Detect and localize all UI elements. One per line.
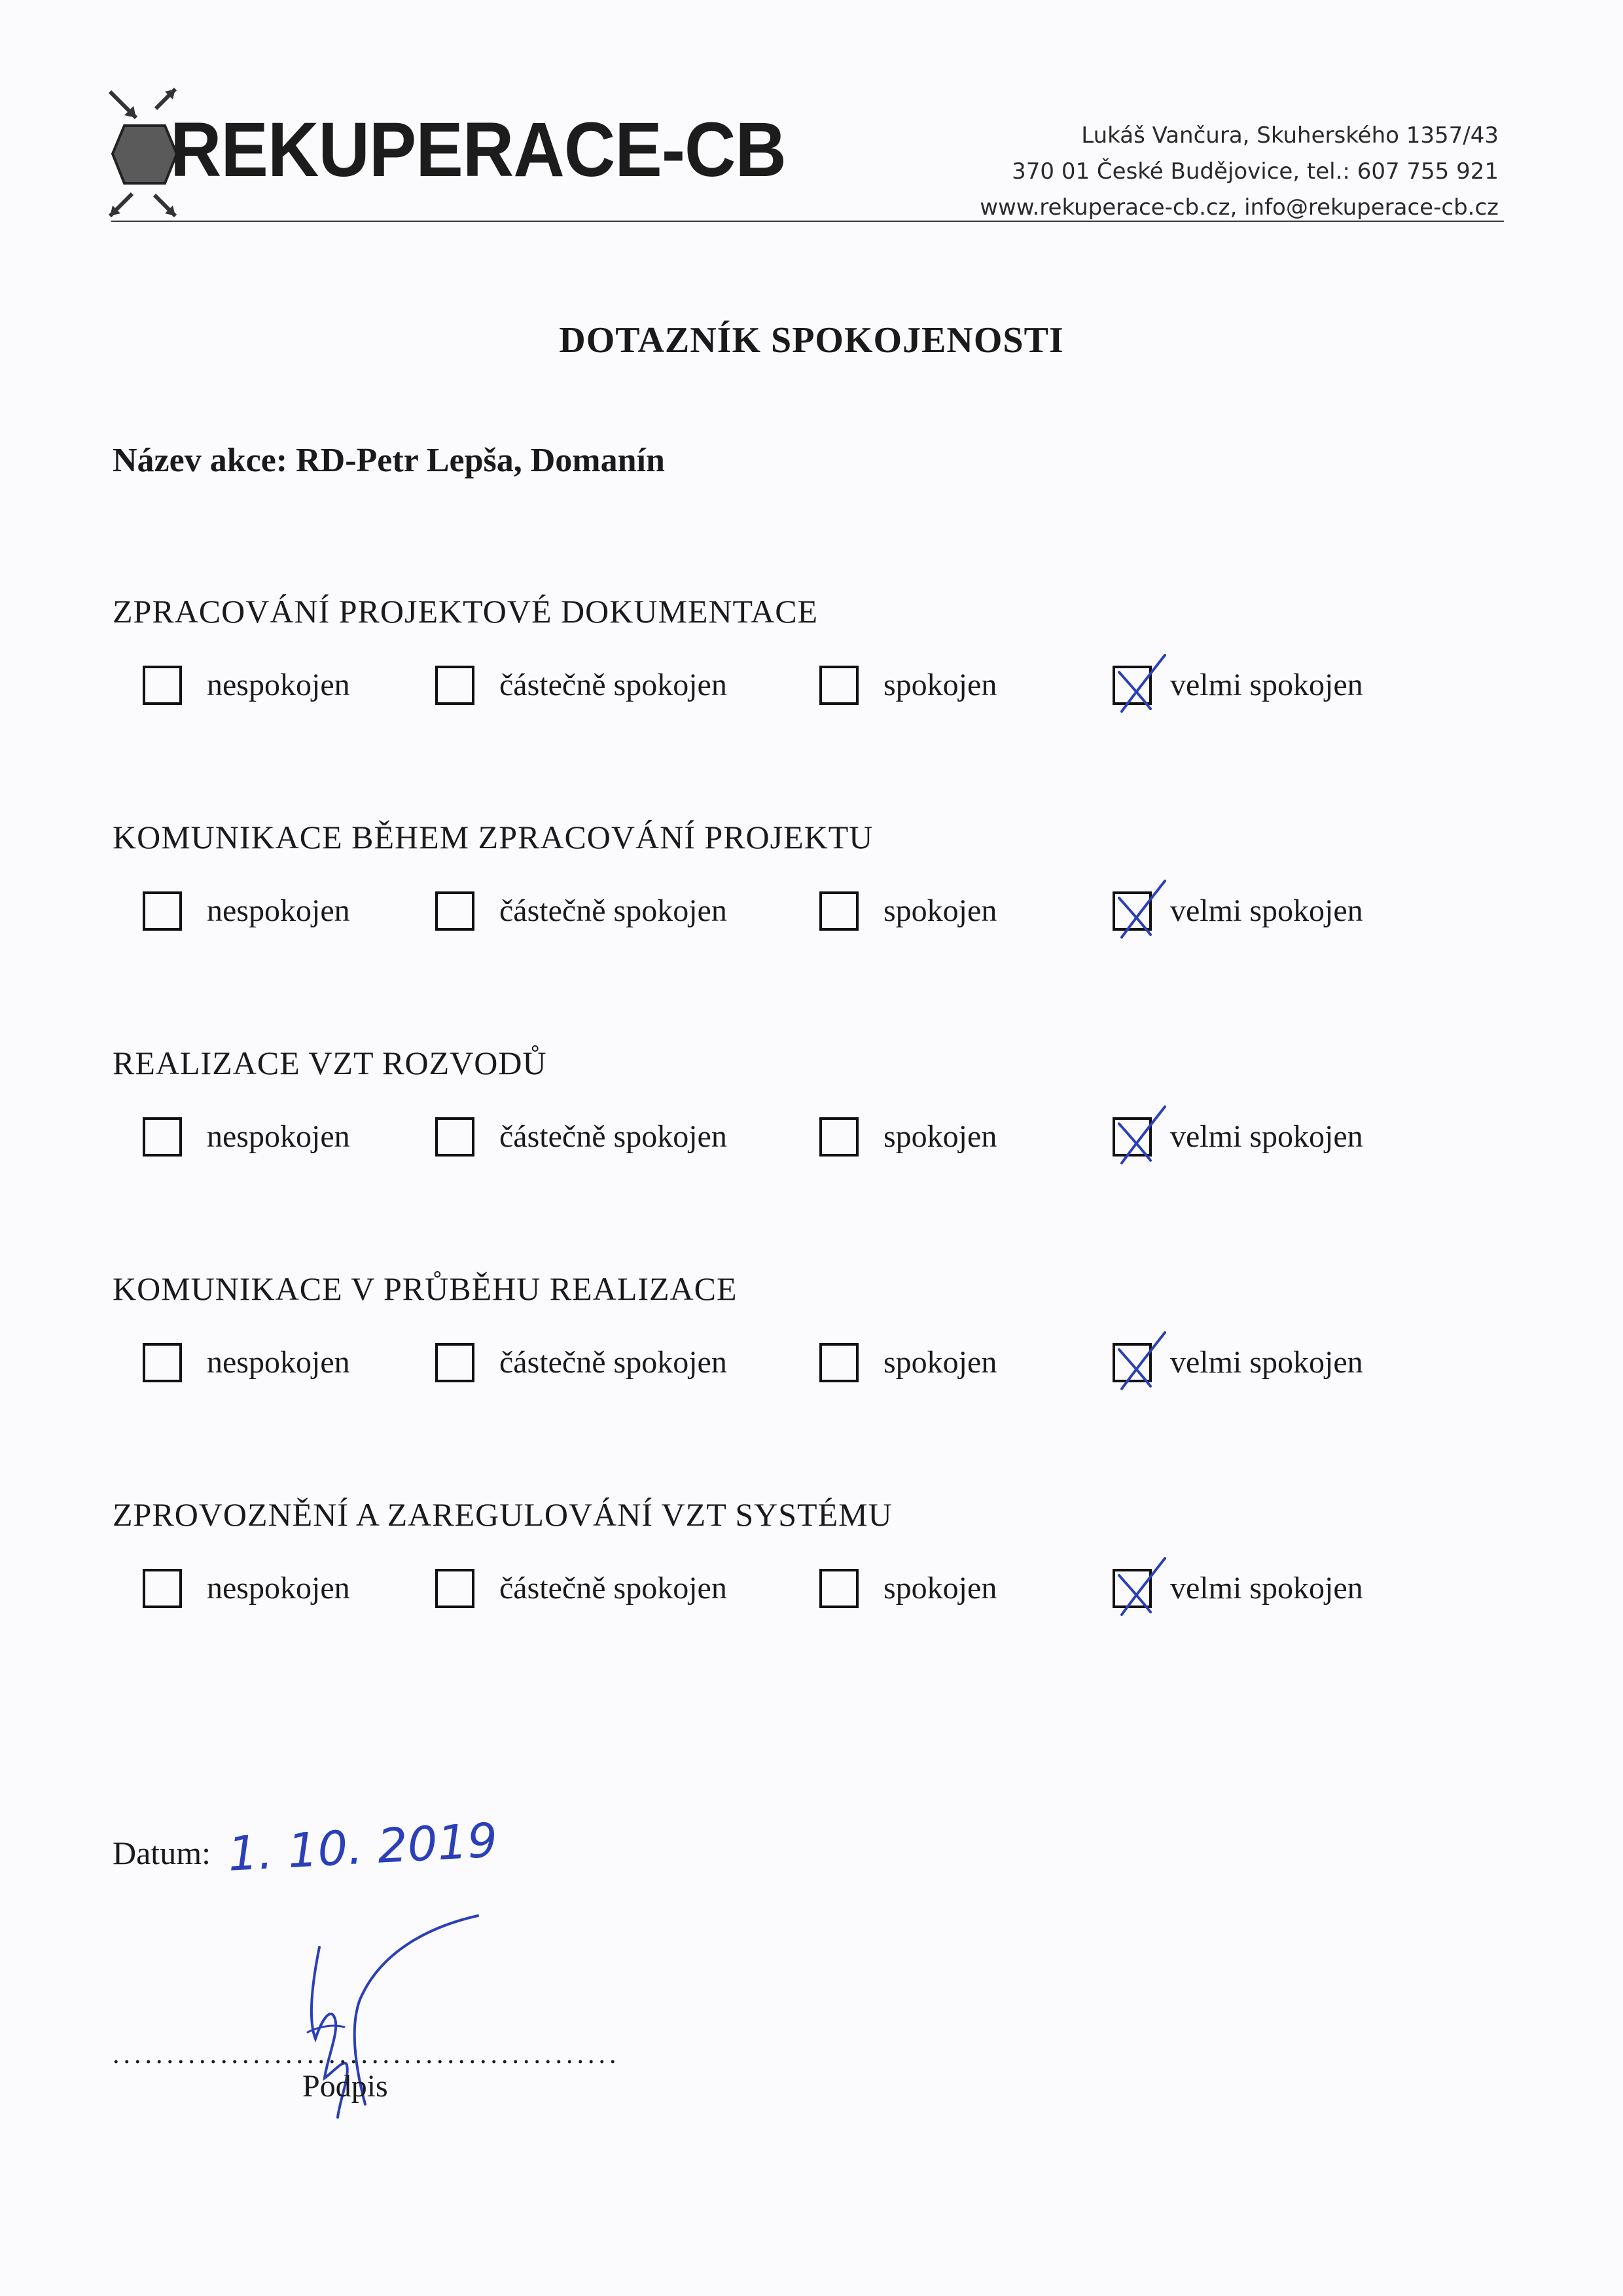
question-heading: ZPROVOZNĚNÍ A ZAREGULOVÁNÍ VZT SYSTÉMU (113, 1496, 893, 1533)
x-mark-icon (1110, 1105, 1166, 1166)
rating-option-label: částečně spokojen (499, 668, 727, 702)
rating-option-label: částečně spokojen (499, 1119, 727, 1154)
checkbox[interactable] (1113, 891, 1152, 931)
checkbox[interactable] (1113, 1343, 1152, 1382)
event-name: Název akce: RD-Petr Lepša, Domanín (113, 442, 665, 479)
rating-option-label: spokojen (883, 1571, 997, 1605)
checkbox[interactable] (435, 1117, 474, 1157)
contact-line-web-email: www.rekuperace-cb.cz, info@rekuperace-cb.cz (980, 194, 1499, 221)
checkbox[interactable] (143, 666, 182, 705)
x-mark-icon (1110, 1331, 1166, 1391)
checkbox[interactable] (1113, 1117, 1152, 1157)
rating-option-label: spokojen (883, 1119, 997, 1154)
checkbox[interactable] (1113, 1569, 1152, 1608)
checkbox[interactable] (143, 1343, 182, 1382)
rating-option-label: částečně spokojen (499, 1571, 727, 1605)
rating-option-label: velmi spokojen (1170, 1119, 1363, 1154)
x-mark-icon (1110, 1557, 1166, 1617)
x-mark-icon (1110, 654, 1166, 714)
checkbox[interactable] (819, 1343, 859, 1382)
checkbox[interactable] (819, 891, 859, 931)
checkbox[interactable] (435, 1343, 474, 1382)
signature-label: Podpis (302, 2069, 388, 2104)
logo-text: REKUPERACE-CB (170, 107, 787, 193)
rating-option-label: nespokojen (207, 1119, 350, 1154)
header-divider (111, 221, 1504, 222)
rating-option-label: nespokojen (207, 893, 350, 928)
rating-option-label: velmi spokojen (1170, 1571, 1363, 1605)
rating-option-label: částečně spokojen (499, 1345, 727, 1380)
rating-option-label: částečně spokojen (499, 893, 727, 928)
company-contact (980, 118, 1499, 226)
signature-line: ............................................... (113, 2041, 620, 2068)
company-logo (105, 85, 787, 223)
rating-option-label: spokojen (883, 893, 997, 928)
checkbox[interactable] (143, 1117, 182, 1157)
rating-option-label: velmi spokojen (1170, 893, 1363, 928)
date-label: Datum: (113, 1835, 211, 1871)
contact-line-city-phone: 370 01 České Budějovice, tel.: 607 755 921 (1012, 158, 1499, 185)
document-title: DOTAZNÍK SPOKOJENOSTI (559, 320, 1064, 361)
question-heading: KOMUNIKACE BĚHEM ZPRACOVÁNÍ PROJEKTU (113, 819, 874, 855)
rating-option-label: nespokojen (207, 1571, 350, 1605)
checkbox[interactable] (143, 1569, 182, 1608)
rating-option-label: velmi spokojen (1170, 668, 1363, 702)
rating-option-label: velmi spokojen (1170, 1345, 1363, 1380)
checkbox[interactable] (143, 891, 182, 931)
checkbox[interactable] (435, 1569, 474, 1608)
checkbox[interactable] (1113, 666, 1152, 705)
rating-option-label: nespokojen (207, 668, 350, 702)
rating-option-label: spokojen (883, 668, 997, 702)
checkbox[interactable] (819, 1117, 859, 1157)
question-heading: ZPRACOVÁNÍ PROJEKTOVÉ DOKUMENTACE (113, 593, 819, 630)
contact-line-address: Lukáš Vančura, Skuherského 1357/43 (1081, 122, 1499, 149)
checkbox[interactable] (819, 1569, 859, 1608)
checkbox[interactable] (435, 891, 474, 931)
checkbox[interactable] (819, 666, 859, 705)
x-mark-icon (1110, 880, 1166, 940)
question-heading: KOMUNIKACE V PRŮBĚHU REALIZACE (113, 1270, 738, 1307)
handwritten-date: 1. 10. 2019 (226, 1812, 499, 1882)
question-heading: REALIZACE VZT ROZVODŮ (113, 1045, 547, 1081)
checkbox[interactable] (435, 666, 474, 705)
rating-option-label: nespokojen (207, 1345, 350, 1380)
rating-option-label: spokojen (883, 1345, 997, 1380)
